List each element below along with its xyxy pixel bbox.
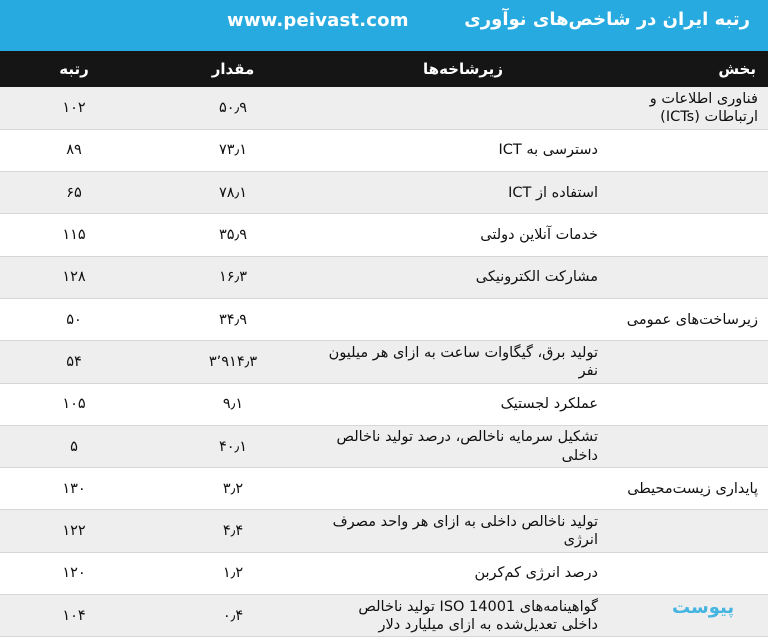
cell-sub: مشارکت الکترونیکی [318,256,608,298]
table-row [0,468,768,510]
cell-sub: دسترسی به ICT [318,129,608,171]
cell-sub: تولید برق، گیگاوات ساعت به ازای هر میلیون نفر [318,341,608,383]
cell-rank: ۵۰ [0,298,148,340]
cell-section [608,425,768,467]
site-url[interactable]: www.peivast.com [227,10,409,31]
table-row [0,425,768,467]
cell-rank: ۱۲۲ [0,510,148,552]
cell-sub: تولید ناخالص داخلی به ازای هر واحد مصرف انرژی [318,510,608,552]
table-row [0,172,768,214]
table-row [0,341,768,383]
header-value: مقدار [211,60,255,78]
cell-rank: ۱۰۵ [0,383,148,425]
cell-sub: عملکرد لجستیک [318,383,608,425]
cell-section [608,510,768,552]
table-row [0,595,768,637]
cell-rank: ۶۵ [0,172,148,214]
cell-value: ۳۴٫۹ [148,298,318,340]
cell-section [608,172,768,214]
cell-value: ۱٫۲ [148,552,318,594]
cell-rank: ۱۰۴ [0,595,148,637]
cell-section [608,256,768,298]
cell-rank: ۸۹ [0,129,148,171]
header-rank: رتبه [59,60,89,78]
cell-sub [318,468,608,510]
cell-sub: خدمات آنلاین دولتی [318,214,608,256]
header-bar [0,0,768,51]
cell-sub: درصد انرژی کم‌کربن [318,552,608,594]
table-row [0,214,768,256]
cell-rank: ۱۰۲ [0,87,148,129]
table-body [0,87,768,637]
table-row [0,129,768,171]
cell-section: فناوری اطلاعات و ارتباطات (ICTs) [608,87,768,129]
cell-value: ۷۸٫۱ [148,172,318,214]
cell-sub [318,87,608,129]
cell-rank: ۱۲۰ [0,552,148,594]
cell-value: ۷۳٫۱ [148,129,318,171]
header-section: بخش [718,60,756,78]
cell-value: ۵۰٫۹ [148,87,318,129]
cell-value: ۹٫۱ [148,383,318,425]
cell-value: ۴٫۴ [148,510,318,552]
cell-rank: ۱۱۵ [0,214,148,256]
cell-sub: استفاده از ICT [318,172,608,214]
table-row [0,87,768,129]
cell-section [608,129,768,171]
cell-rank: ۱۲۸ [0,256,148,298]
table-row [0,298,768,340]
cell-value: ۳٫۲ [148,468,318,510]
cell-section: پایداری زیست‌محیطی [608,468,768,510]
cell-section [608,383,768,425]
table-row [0,383,768,425]
header-sub: زیرشاخه‌ها [423,60,503,78]
table-row [0,256,768,298]
cell-sub: گواهینامه‌های ISO 14001 تولید ناخالص داخلی تعدیل‌شده به ازای میلیارد دلار [318,595,608,637]
cell-rank: ۵۴ [0,341,148,383]
cell-rank: ۱۳۰ [0,468,148,510]
cell-sub [318,298,608,340]
page-title: رتبه ایران در شاخص‌های نوآوری [464,9,750,30]
table-header-row [0,51,768,87]
table-row [0,552,768,594]
cell-value: ۴۰٫۱ [148,425,318,467]
cell-section [608,552,768,594]
cell-section: زیرساخت‌های عمومی [608,298,768,340]
cell-value: ۳۵٫۹ [148,214,318,256]
cell-rank: ۵ [0,425,148,467]
cell-value: ۰٫۴ [148,595,318,637]
cell-value: ۳٬۹۱۴٫۳ [148,341,318,383]
table-row [0,510,768,552]
brand-logo: پیوست [672,597,735,618]
cell-value: ۱۶٫۳ [148,256,318,298]
cell-section [608,214,768,256]
cell-section [608,341,768,383]
innovation-table [0,51,768,637]
cell-sub: تشکیل سرمایه ناخالص، درصد تولید ناخالص داخلی [318,425,608,467]
